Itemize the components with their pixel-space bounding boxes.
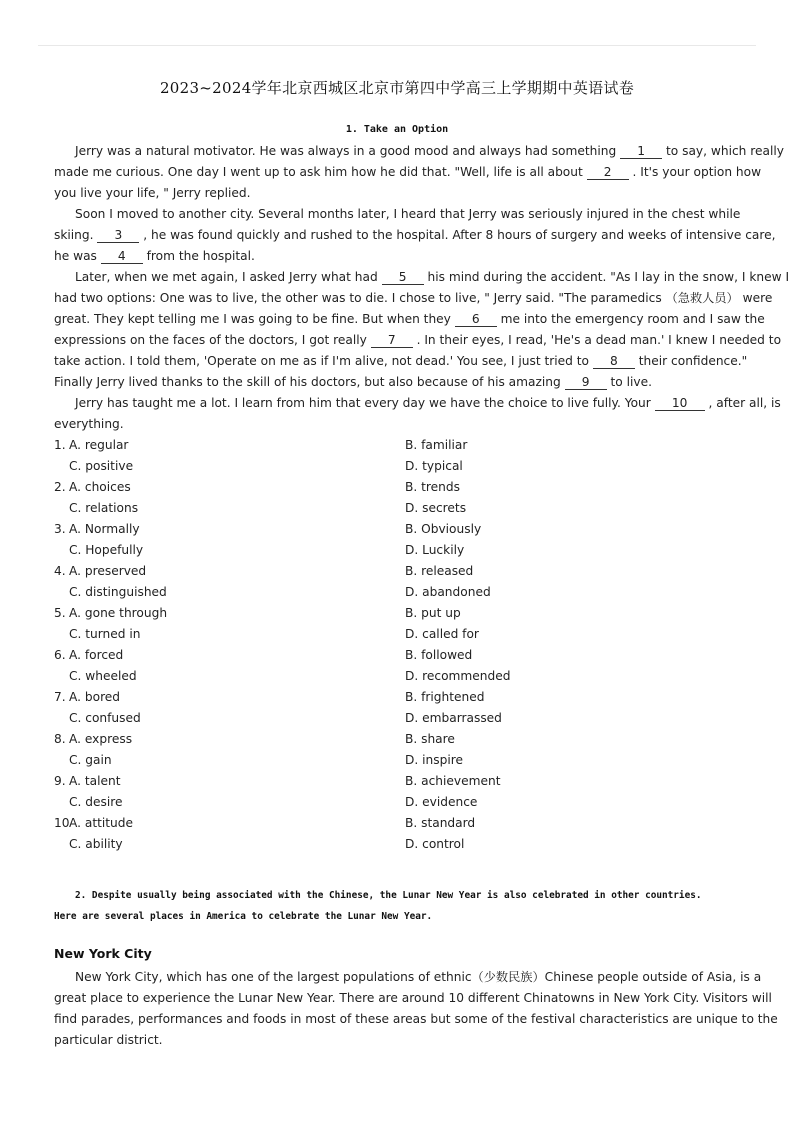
option-b: B. frightened: [405, 690, 485, 704]
option-a: A. forced: [69, 648, 124, 662]
option-row: [54, 624, 754, 645]
answer-blank-1: 1: [620, 144, 662, 159]
option-d: D. Luckily: [405, 543, 465, 557]
option-d: D. embarrassed: [405, 711, 502, 725]
option-a: A. Normally: [69, 522, 140, 536]
answer-blank-7: 7: [371, 333, 413, 348]
text-line: Finally Jerry lived thanks to the skill of his doctors, but also because of his amazing 9 to live.: [54, 375, 652, 389]
option-d: D. inspire: [405, 753, 463, 767]
option-row: [54, 813, 754, 834]
text-line: New York City, which has one of the largest populations of ethnic（少数民族）Chinese people outside of Asia, is a: [75, 970, 762, 984]
option-row: [54, 435, 754, 456]
exam-title: 2023~2024学年北京西城区北京市第四中学高三上学期期中英语试卷: [159, 79, 635, 97]
option-d: D. abandoned: [405, 585, 491, 599]
option-row: [54, 687, 754, 708]
text-line: great. They kept telling me I was going to be fine. But when they 6 me into the emergency room and I saw the: [54, 312, 765, 326]
section-2-intro: [54, 885, 754, 927]
option-c: C. distinguished: [69, 585, 167, 599]
text-line: Soon I moved to another city. Several months later, I heard that Jerry was seriously injured in the chest while: [75, 207, 741, 221]
option-row: [54, 603, 754, 624]
option-b: B. Obviously: [405, 522, 482, 536]
option-c: C. gain: [69, 753, 112, 767]
option-row: [54, 519, 754, 540]
answer-blank-8: 8: [593, 354, 635, 369]
section-2-intro-line: 2. Despite usually being associated with the Chinese, the Lunar New Year is also celebrated in other countries.: [75, 890, 702, 901]
option-row: [54, 477, 754, 498]
text-line: you live your life, " Jerry replied.: [54, 186, 251, 200]
option-a: A. express: [69, 732, 133, 746]
option-d: D. control: [405, 837, 465, 851]
option-d: D. typical: [405, 459, 463, 473]
text-line: made me curious. One day I went up to ask him how he did that. "Well, life is all about 2 . It's your option how: [54, 165, 762, 179]
section-1-heading: 1. Take an Option: [345, 124, 449, 135]
question-number: 9.: [54, 774, 66, 788]
question-number: 3.: [54, 522, 66, 536]
passage-paragraph: [54, 204, 776, 267]
option-a: A. choices: [69, 480, 131, 494]
option-b: B. achievement: [405, 774, 501, 788]
answer-blank-3: 3: [97, 228, 139, 243]
answer-blank-10: 10: [655, 396, 705, 411]
option-d: D. evidence: [405, 795, 478, 809]
option-a: A. attitude: [69, 816, 134, 830]
text-line: find parades, performances and foods in most of these areas but some of the festival characteristics are unique to the: [54, 1012, 778, 1026]
answer-blank-6: 6: [455, 312, 497, 327]
text-line: take action. I told them, 'Operate on me as if I'm alive, not dead.' You see, I just tried to 8 their confidence.": [54, 354, 748, 368]
option-c: C. wheeled: [69, 669, 137, 683]
text-line: Jerry has taught me a lot. I learn from him that every day we have the choice to live fully. Your 10 , after all, is: [75, 396, 781, 410]
text-line: Jerry was a natural motivator. He was always in a good mood and always had something 1 to say, which really: [75, 144, 784, 158]
option-b: B. familiar: [405, 438, 468, 452]
option-row: [54, 582, 754, 603]
text-line: he was 4 from the hospital.: [54, 249, 255, 263]
option-c: C. positive: [69, 459, 134, 473]
header-divider: [38, 45, 756, 46]
option-c: C. confused: [69, 711, 141, 725]
passage-paragraph: [54, 141, 784, 204]
option-c: C. desire: [69, 795, 123, 809]
question-number: 4.: [54, 564, 66, 578]
option-row: [54, 456, 754, 477]
answer-blank-4: 4: [101, 249, 143, 264]
option-row: [54, 561, 754, 582]
option-b: B. trends: [405, 480, 460, 494]
text-line: expressions on the faces of the doctors, I got really 7 . In their eyes, I read, 'He's a dead man.' I knew I needed to: [54, 333, 782, 347]
option-b: B. standard: [405, 816, 476, 830]
answer-blank-9: 9: [565, 375, 607, 390]
option-b: B. share: [405, 732, 455, 746]
text-line: particular district.: [54, 1033, 163, 1047]
subheading-new-york: New York City: [54, 946, 152, 961]
option-a: A. gone through: [69, 606, 168, 620]
question-number: 5.: [54, 606, 66, 620]
question-number: 2.: [54, 480, 66, 494]
option-row: [54, 645, 754, 666]
text-line: had two options: One was to live, the other was to die. I chose to live, " Jerry said. "The paramedics （急救人员） were: [54, 291, 773, 305]
option-d: D. secrets: [405, 501, 467, 515]
option-a: A. bored: [69, 690, 121, 704]
question-number: 10: [54, 816, 70, 830]
option-c: C. turned in: [69, 627, 141, 641]
question-number: 7.: [54, 690, 66, 704]
answer-blank-5: 5: [382, 270, 424, 285]
option-a: A. talent: [69, 774, 121, 788]
option-d: D. called for: [405, 627, 479, 641]
option-b: B. released: [405, 564, 474, 578]
option-row: [54, 666, 754, 687]
option-a: A. preserved: [69, 564, 147, 578]
option-row: [54, 771, 754, 792]
text-line: everything.: [54, 417, 124, 431]
option-row: [54, 834, 754, 855]
option-b: B. followed: [405, 648, 473, 662]
option-row: [54, 750, 754, 771]
option-b: B. put up: [405, 606, 461, 620]
question-number: 8.: [54, 732, 66, 746]
option-row: [54, 729, 754, 750]
option-d: D. recommended: [405, 669, 511, 683]
new-york-paragraph: [54, 967, 778, 1051]
option-row: [54, 498, 754, 519]
text-line: skiing. 3 , he was found quickly and rushed to the hospital. After 8 hours of surgery and weeks of intensive care,: [54, 228, 776, 242]
section-2-intro-line: Here are several places in America to celebrate the Lunar New Year.: [54, 911, 433, 922]
passage-paragraph: [54, 267, 790, 393]
option-a: A. regular: [69, 438, 129, 452]
question-number: 1.: [54, 438, 66, 452]
option-c: C. ability: [69, 837, 123, 851]
answer-blank-2: 2: [587, 165, 629, 180]
passage-paragraph: [54, 393, 781, 435]
text-line: Later, when we met again, I asked Jerry what had 5 his mind during the accident. "As I lay in the snow, I knew I: [75, 270, 790, 284]
question-number: 6.: [54, 648, 66, 662]
option-row: [54, 708, 754, 729]
option-c: C. Hopefully: [69, 543, 144, 557]
answer-options: [54, 435, 754, 855]
option-c: C. relations: [69, 501, 139, 515]
option-row: [54, 540, 754, 561]
option-row: [54, 792, 754, 813]
text-line: great place to experience the Lunar New Year. There are around 10 different Chinatowns in New York City. Visitors will: [54, 991, 772, 1005]
